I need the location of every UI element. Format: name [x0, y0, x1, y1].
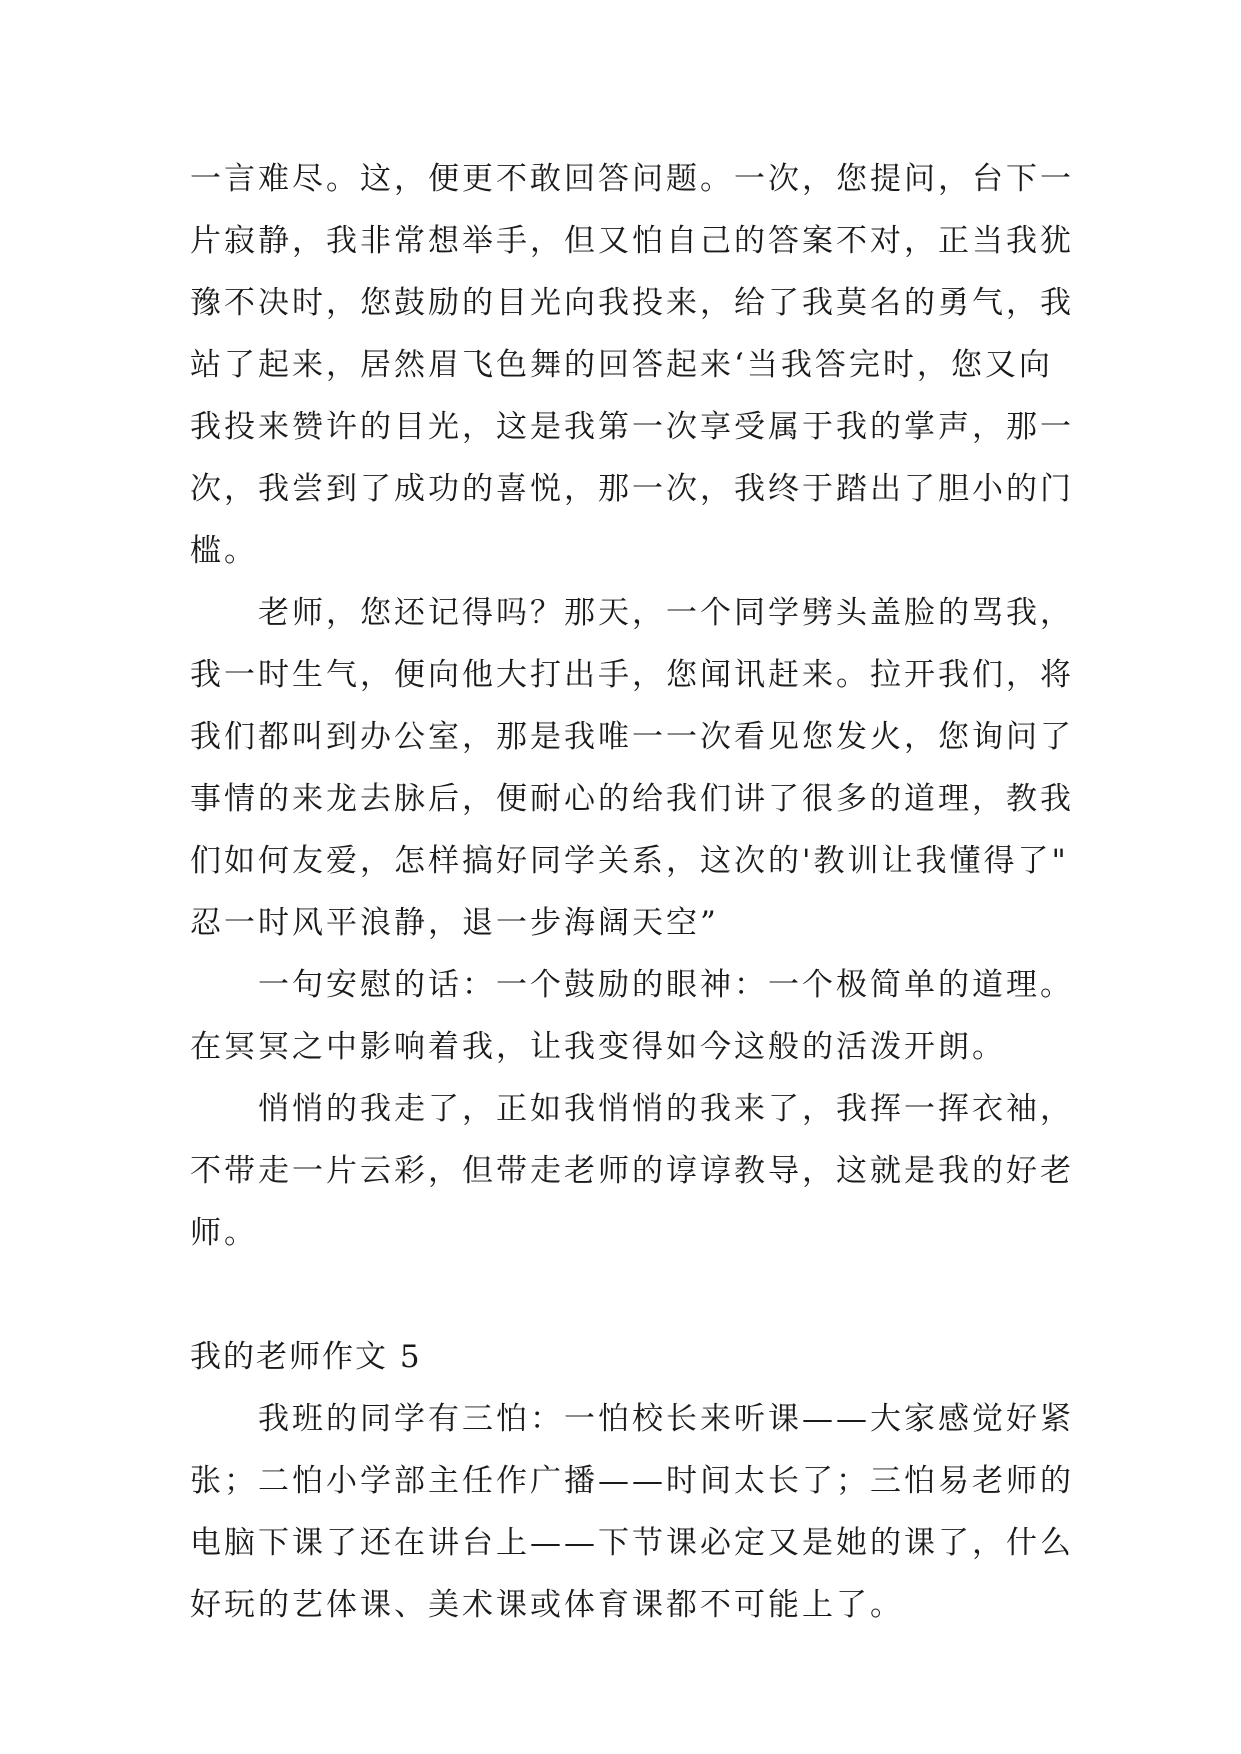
text-line: 我们都叫到办公室，那是我唯一一次看见您发火，您询问了	[190, 719, 1074, 755]
text-line: 豫不决时，您鼓励的目光向我投来，给了我莫名的勇气，我	[190, 285, 1074, 321]
text-line: 张；二怕小学部主任作广播——时间太长了；三怕易老师的	[190, 1463, 1074, 1499]
paragraph-2	[190, 582, 1074, 954]
text-line: 事情的来龙去脉后，便耐心的给我们讲了很多的道理，教我	[190, 781, 1074, 817]
text-line: 不带走一片云彩，但带走老师的谆谆教导，这就是我的好老	[190, 1153, 1074, 1189]
text-line: 在冥冥之中影响着我，让我变得如今这般的活泼开朗。	[190, 1029, 1006, 1065]
text-line: 站了起来，居然眉飞色舞的回答起来‘当我答完时，您又向	[190, 347, 1053, 383]
paragraph-3	[190, 954, 1074, 1078]
text-line: 一句安慰的话：一个鼓励的眼神：一个极简单的道理。	[258, 967, 1074, 1003]
text-line: 师。	[190, 1215, 258, 1251]
text-line: 好玩的艺体课、美术课或体育课都不可能上了。	[190, 1587, 904, 1623]
text-line: 一言难尽。这，便更不敢回答问题。一次，您提问，台下一	[190, 161, 1074, 197]
text-line: 片寂静，我非常想举手，但又怕自己的答案不对，正当我犹	[190, 223, 1074, 259]
text-line: 槛。	[190, 533, 258, 569]
text-line: 悄悄的我走了，正如我悄悄的我来了，我挥一挥衣袖，	[258, 1091, 1074, 1127]
text-line: 我班的同学有三怕：一怕校长来听课——大家感觉好紧	[258, 1401, 1074, 1437]
text-line: 们如何友爱，怎样搞好同学关系，这次的'教训让我懂得了"	[190, 843, 1069, 879]
text-line: 我投来赞许的目光，这是我第一次享受属于我的掌声，那一	[190, 409, 1074, 445]
paragraph-4	[190, 1078, 1074, 1264]
section-heading: 我的老师作文 5	[190, 1339, 422, 1375]
section-paragraph	[190, 1388, 1074, 1636]
document-body	[190, 148, 1074, 1636]
text-line: 老师，您还记得吗？那天，一个同学劈头盖脸的骂我，	[258, 595, 1074, 631]
text-line: 电脑下课了还在讲台上——下节课必定又是她的课了，什么	[190, 1525, 1074, 1561]
text-line: 忍一时风平浪静，退一步海阔天空”	[190, 905, 719, 941]
section-spacer	[190, 1264, 1060, 1326]
paragraph-1	[190, 148, 1074, 582]
text-line: 我一时生气，便向他大打出手，您闻讯赶来。拉开我们，将	[190, 657, 1074, 693]
text-line: 次，我尝到了成功的喜悦，那一次，我终于踏出了胆小的门	[190, 471, 1074, 507]
